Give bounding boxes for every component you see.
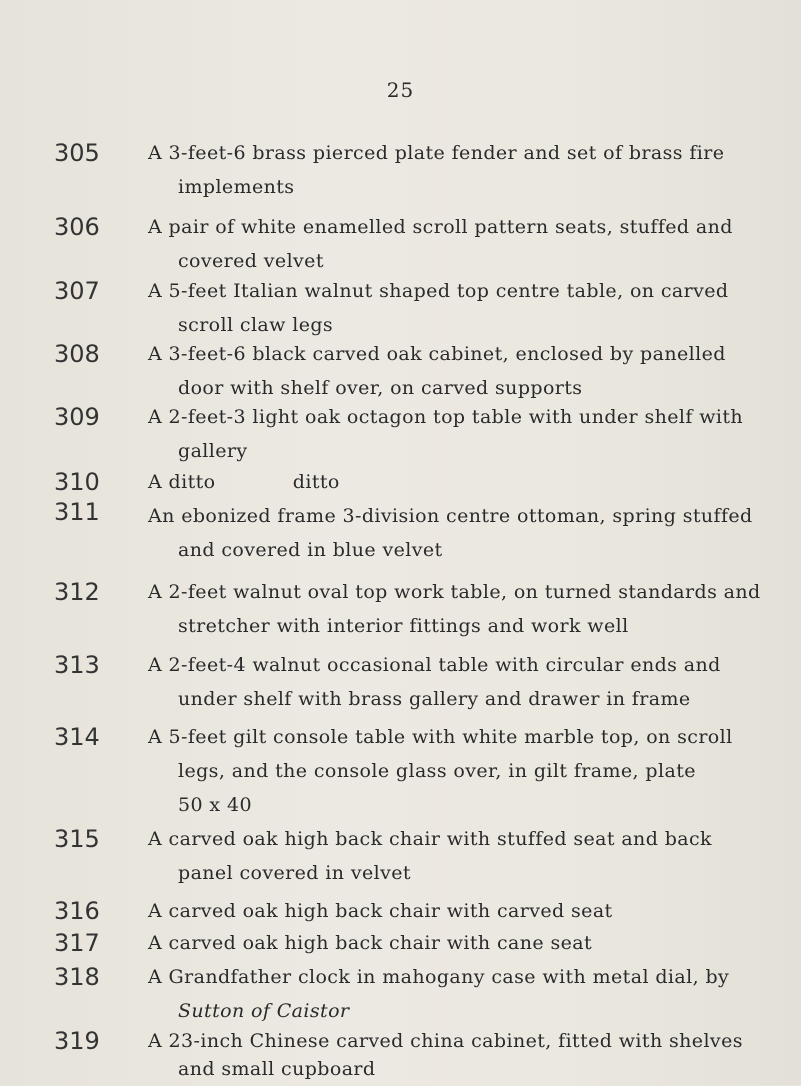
lot-number-310: 310: [54, 468, 100, 496]
lot-number: 306: [54, 213, 100, 241]
description-line: A pair of white enamelled scroll pattern seats, stuffed and: [148, 216, 733, 238]
description-line: gallery: [178, 440, 248, 462]
description-line: An ebonized frame 3-division centre ottoman, spring stuffed: [148, 505, 753, 527]
description-line: A 5-feet Italian walnut shaped top centre table, on carved: [148, 280, 729, 302]
lot-description: [148, 822, 780, 890]
lot-number-311: 311: [54, 498, 100, 526]
lot-number: 317: [54, 929, 100, 957]
description-line: A 5-feet gilt console table with white marble top, on scroll: [148, 726, 733, 748]
lot-description: [148, 136, 780, 204]
lot-description: [148, 720, 780, 822]
description-line: and small cupboard: [178, 1058, 376, 1080]
description-line: under shelf with brass gallery and drawer in frame: [178, 688, 691, 710]
description-line: A Grandfather clock in mahogany case with metal dial, by: [148, 966, 730, 988]
description-line: Sutton of Caistor: [178, 1000, 350, 1022]
description-line: legs, and the console glass over, in gilt frame, plate: [178, 760, 696, 782]
lot-description: [148, 400, 780, 468]
lot-description: [148, 894, 780, 928]
description-line: A 2-feet walnut oval top work table, on turned standards and: [148, 581, 761, 603]
lot-number: 309: [54, 403, 100, 431]
lot-number: 316: [54, 897, 100, 925]
lot-description: [148, 337, 780, 405]
lot-number: 319: [54, 1027, 100, 1055]
lot-description: [148, 1024, 780, 1086]
description-line: A 2-feet-4 walnut occasional table with circular ends and: [148, 654, 721, 676]
lot-number: 318: [54, 963, 100, 991]
lot-number: 312: [54, 578, 100, 606]
description-line: door with shelf over, on carved supports: [178, 377, 583, 399]
description-line: A 3-feet-6 black carved oak cabinet, enclosed by panelled: [148, 343, 726, 365]
description-line: stretcher with interior fittings and work well: [178, 615, 629, 637]
lot-description: [148, 926, 780, 960]
lot-number: 305: [54, 139, 100, 167]
description-line: covered velvet: [178, 250, 324, 272]
lot-number: 314: [54, 723, 100, 751]
lot-description: [148, 960, 780, 1028]
lot-number: [54, 465, 110, 529]
lot-description: [148, 274, 780, 342]
lot-description: [148, 648, 780, 716]
description-line: A carved oak high back chair with cane seat: [148, 932, 593, 954]
lot-number: 308: [54, 340, 100, 368]
description-line: A 3-feet-6 brass pierced plate fender and set of brass fire: [148, 142, 725, 164]
page-number: 25: [386, 78, 415, 102]
lot-description: [148, 575, 780, 643]
lot-number: 313: [54, 651, 100, 679]
lot-number: 307: [54, 277, 100, 305]
description-line: and covered in blue velvet: [178, 539, 443, 561]
description-line: implements: [178, 176, 295, 198]
lot-description: [148, 210, 780, 278]
description-line: A 2-feet-3 light oak octagon top table with under shelf with: [148, 406, 744, 428]
description-line: A 23-inch Chinese carved china cabinet, fitted with shelves: [148, 1030, 743, 1052]
description-line: A carved oak high back chair with carved seat: [148, 900, 613, 922]
description-line: 50 x 40: [178, 794, 252, 816]
lot-description: [148, 465, 780, 567]
description-line: A ditto ditto: [148, 471, 340, 493]
description-line: A carved oak high back chair with stuffed seat and back: [148, 828, 712, 850]
description-line: scroll claw legs: [178, 314, 334, 336]
description-line: panel covered in velvet: [178, 862, 411, 884]
lot-number: 315: [54, 825, 100, 853]
